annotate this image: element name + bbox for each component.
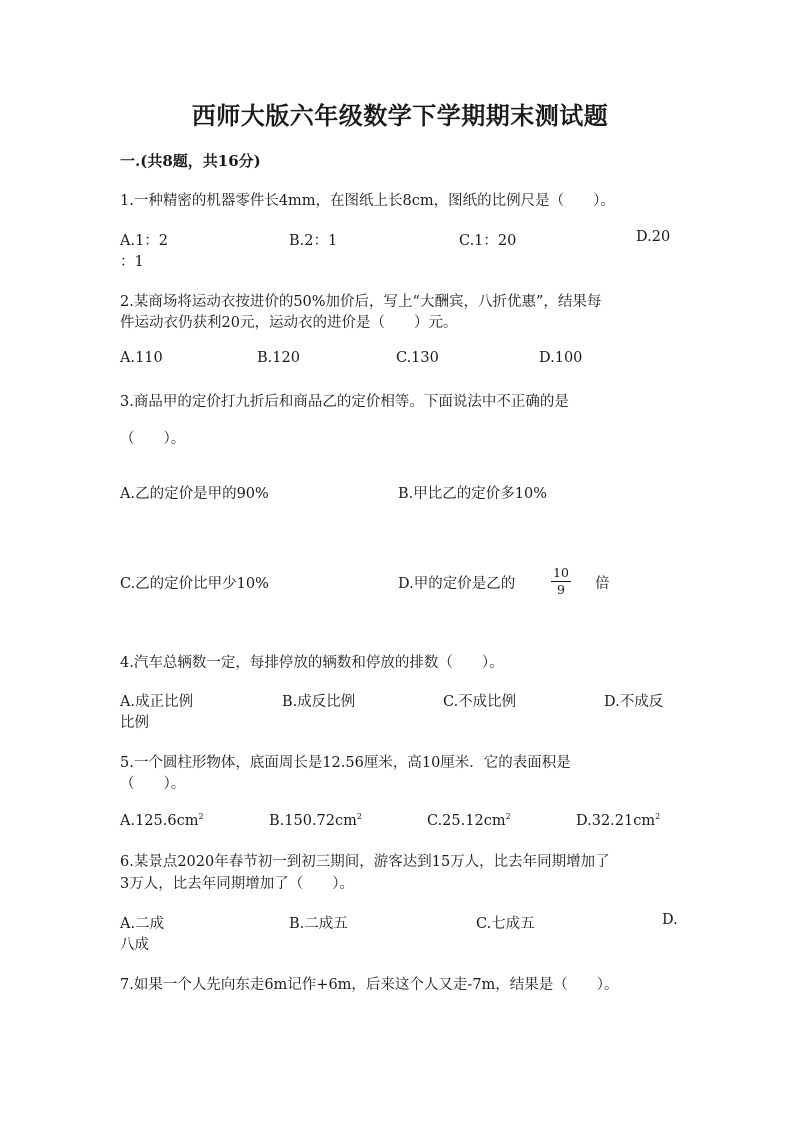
- question-2-option-a: A.110: [120, 350, 163, 366]
- fraction-numerator: 10: [551, 566, 571, 582]
- question-5-option-d: $D.32.21cm^2$: [576, 812, 661, 829]
- question-5-option-c: $C.25.12cm^2$: [427, 812, 511, 829]
- question-4-option-d: D.不成反: [604, 694, 664, 710]
- question-6-stem-line-1: 6.某景点2020年春节初一到初三期间，游客达到15万人，比去年同期增加了: [120, 854, 610, 870]
- question-3-option-b: B.甲比乙的定价多10%: [398, 486, 547, 502]
- question-2-option-b: B.120: [257, 350, 300, 366]
- question-2-stem-line-1: 2.某商场将运动衣按进价的50%加价后，写上“大酬宾，八折优惠”，结果每: [120, 294, 602, 310]
- question-2-stem-line-2: 件运动衣仍获利20元，运动衣的进价是（ ）元。: [120, 315, 458, 331]
- fraction-denominator: 9: [557, 582, 565, 597]
- question-2-option-c: C.130: [396, 350, 439, 366]
- question-3-fraction: [551, 566, 571, 597]
- question-3-option-c: C.乙的定价比甲少10%: [120, 576, 269, 592]
- question-6-option-b: B.二成五: [289, 916, 348, 932]
- question-5-option-a: $A.125.6cm^2$: [120, 812, 204, 829]
- page-title: 西师大版六年级数学下学期期末测试题: [191, 101, 609, 130]
- question-3-stem-line-1: 3.商品甲的定价打九折后和商品乙的定价相等。下面说法中不正确的是: [120, 394, 569, 410]
- question-5-stem-line-1: 5.一个圆柱形物体，底面周长是12.56厘米，高10厘米．它的表面积是: [120, 755, 571, 771]
- question-6-option-d-continued: 八成: [120, 937, 149, 953]
- question-6-option-d: D.: [662, 912, 678, 928]
- question-4-stem: 4.汽车总辆数一定，每排停放的辆数和停放的排数（ ）。: [120, 655, 504, 671]
- question-3-stem-line-2: （ ）。: [120, 431, 186, 447]
- question-6-option-a: A.二成: [120, 916, 165, 932]
- question-4-option-d-continued: 比例: [120, 715, 149, 731]
- question-1-option-d: D.20: [636, 229, 671, 245]
- question-3-option-d: D.甲的定价是乙的: [398, 576, 516, 592]
- question-3-option-d-suffix: 倍: [595, 576, 610, 592]
- question-4-option-b: B.成反比例: [282, 694, 356, 710]
- question-6-stem-line-2: 3万人，比去年同期增加了（ ）。: [120, 876, 354, 892]
- question-5-option-b: $B.150.72cm^2$: [269, 812, 362, 829]
- question-2-option-d: D.100: [539, 350, 583, 366]
- question-1-option-d-continued: ：1: [120, 254, 144, 270]
- question-1-option-c: C.1：20: [459, 233, 517, 249]
- question-1-option-b: B.2：1: [289, 233, 338, 249]
- question-1-stem: 1.一种精密的机器零件长4mm，在图纸上长8cm，图纸的比例尺是（ ）。: [120, 193, 615, 209]
- question-7-stem: 7.如果一个人先向东走6m记作+6m，后来这个人又走-7m，结果是（ ）。: [120, 977, 619, 993]
- question-4-option-c: C.不成比例: [443, 694, 517, 710]
- question-5-stem-line-2: （ ）。: [120, 776, 186, 792]
- question-1-option-a: A.1：2: [120, 233, 169, 249]
- question-4-option-a: A.成正比例: [120, 694, 194, 710]
- question-6-option-c: C.七成五: [476, 916, 535, 932]
- question-3-option-a: A.乙的定价是甲的90%: [120, 486, 269, 502]
- section-heading: 一.(共8题，共16分): [120, 152, 261, 170]
